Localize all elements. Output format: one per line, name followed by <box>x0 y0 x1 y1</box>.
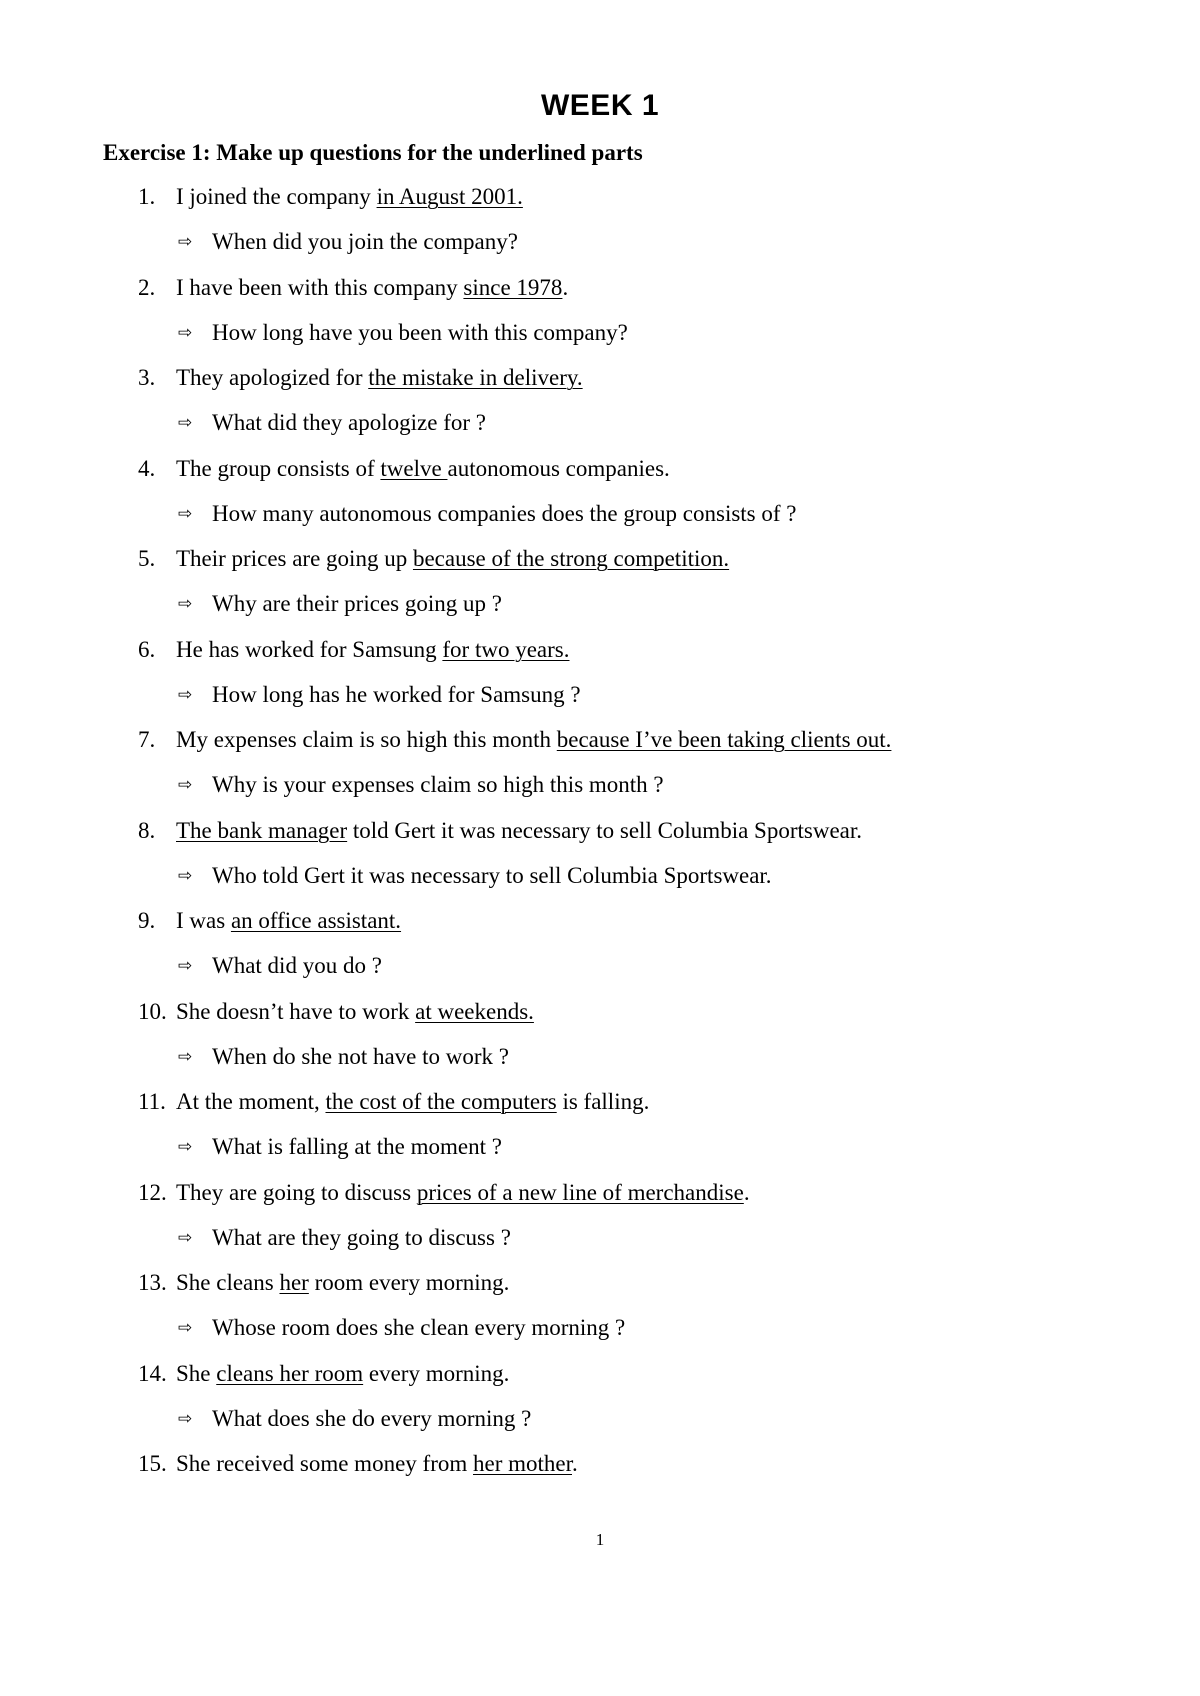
list-item <box>0 1359 1200 1450</box>
arrow-right-icon: ⇨ <box>178 1137 193 1157</box>
arrow-right-icon: ⇨ <box>178 232 193 252</box>
item-number: 1. <box>138 184 156 209</box>
arrow-right-icon: ⇨ <box>178 413 193 433</box>
sentence-text: They are going to discuss <box>176 1179 417 1205</box>
sentence-text: At the moment, <box>176 1089 326 1114</box>
list-item <box>0 1178 1200 1269</box>
sentence <box>138 1359 509 1389</box>
answer-text: What is falling at the moment ? <box>212 1134 502 1159</box>
underlined-part: the mistake in delivery. <box>368 365 583 390</box>
answer-text: How many autonomous companies does the group consists of ? <box>212 500 797 526</box>
sentence-text: My expenses claim is so high this month <box>176 727 557 752</box>
page-title: WEEK 1 <box>540 89 660 122</box>
sentence <box>138 816 862 846</box>
underlined-part: in August 2001. <box>376 184 523 209</box>
sentence-text: They apologized for <box>176 365 369 390</box>
underlined-part: cleans her room <box>216 1360 364 1386</box>
exercise-list <box>0 182 1200 1540</box>
sentence-text: autonomous companies. <box>447 455 670 481</box>
arrow-right-icon: ⇨ <box>178 956 193 976</box>
sentence <box>138 725 891 755</box>
arrow-right-icon: ⇨ <box>178 1046 193 1067</box>
sentence-text: every morning. <box>363 1360 510 1386</box>
list-item <box>0 544 1200 635</box>
answer-line <box>178 770 664 800</box>
list-item <box>0 1268 1200 1359</box>
answer-line <box>178 408 486 438</box>
underlined-part: her <box>279 1270 309 1295</box>
arrow-right-icon: ⇨ <box>178 684 193 705</box>
item-number: 6. <box>138 636 156 662</box>
underlined-part: The bank manager <box>176 817 348 843</box>
sentence-text: . <box>562 274 569 300</box>
list-item <box>0 816 1200 907</box>
answer-line <box>178 589 502 619</box>
sentence-text: . <box>572 1451 578 1476</box>
arrow-right-icon: ⇨ <box>178 1227 193 1248</box>
sentence <box>138 1449 578 1479</box>
sentence <box>138 1087 649 1117</box>
item-number: 2. <box>138 274 156 300</box>
answer-line <box>178 680 581 710</box>
underlined-part: the cost of the computers <box>325 1089 557 1114</box>
underlined-part: because I’ve been taking clients out. <box>556 727 892 752</box>
answer-text: How long has he worked for Samsung ? <box>212 681 581 707</box>
list-item <box>0 363 1200 454</box>
sentence <box>138 1178 750 1208</box>
item-number: 7. <box>138 727 156 752</box>
sentence <box>138 1268 509 1298</box>
list-item <box>0 454 1200 545</box>
answer-line <box>178 1404 531 1434</box>
sentence <box>138 544 729 574</box>
item-number: 4. <box>138 455 156 481</box>
sentence-text: I was <box>176 908 231 933</box>
answer-text: Why are their prices going up ? <box>212 591 502 616</box>
sentence-text: I have been with this company <box>176 274 464 300</box>
item-number: 3. <box>138 365 156 390</box>
underlined-part: because of the strong competition. <box>412 546 730 571</box>
answer-line <box>178 1042 509 1072</box>
item-number: 9. <box>138 908 156 933</box>
sentence-text: Their prices are going up <box>176 546 413 571</box>
arrow-right-icon: ⇨ <box>178 865 193 886</box>
item-number: 15. <box>138 1451 167 1476</box>
list-item <box>0 1087 1200 1178</box>
sentence-text: room every morning. <box>308 1270 510 1295</box>
answer-line <box>178 499 797 529</box>
sentence-text: is falling. <box>556 1089 650 1114</box>
sentence-text: She doesn’t have to work <box>176 998 416 1024</box>
underlined-part: for two years. <box>442 636 570 662</box>
arrow-right-icon: ⇨ <box>178 322 193 343</box>
sentence <box>138 906 401 936</box>
answer-text: When do she not have to work ? <box>212 1043 510 1069</box>
list-item <box>0 273 1200 364</box>
list-item <box>0 725 1200 816</box>
page-number: 1 <box>595 1530 605 1549</box>
answer-text: What are they going to discuss ? <box>212 1224 511 1250</box>
sentence <box>138 363 583 393</box>
answer-text: What does she do every morning ? <box>212 1405 532 1431</box>
answer-text: Whose room does she clean every morning ? <box>212 1315 626 1340</box>
answer-line <box>178 318 628 348</box>
answer-line <box>178 1223 511 1253</box>
sentence <box>138 997 534 1027</box>
sentence <box>138 635 569 665</box>
sentence-text: She <box>176 1360 217 1386</box>
underlined-part: prices of a new line of merchandise <box>416 1179 744 1205</box>
sentence-text: told Gert it was necessary to sell Columbia Sportswear. <box>347 817 863 843</box>
underlined-part: her mother <box>473 1451 572 1476</box>
answer-line <box>178 1313 625 1343</box>
sentence-text: He has worked for Samsung <box>176 636 443 662</box>
item-number: 5. <box>138 546 156 571</box>
answer-line <box>178 227 518 257</box>
answer-text: Who told Gert it was necessary to sell Columbia Sportswear. <box>212 862 772 888</box>
sentence <box>138 454 670 484</box>
arrow-right-icon: ⇨ <box>178 1408 193 1429</box>
item-number: 13. <box>138 1270 167 1295</box>
sentence-text: I joined the company <box>176 184 377 209</box>
exercise-heading: Exercise 1: Make up questions for the underlined parts <box>103 140 643 165</box>
answer-text: What did you do ? <box>212 953 382 978</box>
answer-line <box>178 1132 502 1162</box>
list-item <box>0 906 1200 997</box>
answer-line <box>178 951 382 981</box>
sentence-text: The group consists of <box>176 455 381 481</box>
list-item <box>0 635 1200 726</box>
item-number: 11. <box>138 1089 166 1114</box>
sentence-text: She cleans <box>176 1270 280 1295</box>
item-number: 8. <box>138 817 156 843</box>
arrow-right-icon: ⇨ <box>178 775 193 795</box>
arrow-right-icon: ⇨ <box>178 503 193 524</box>
answer-text: How long have you been with this company? <box>212 319 628 345</box>
sentence <box>138 182 523 212</box>
sentence-text: . <box>743 1179 750 1205</box>
item-number: 10. <box>138 998 167 1024</box>
underlined-part: at weekends. <box>415 998 534 1024</box>
answer-text: What did they apologize for ? <box>212 410 486 435</box>
sentence-text: She received some money from <box>176 1451 473 1476</box>
sentence <box>138 273 568 303</box>
answer-text: Why is your expenses claim so high this month ? <box>212 772 664 797</box>
answer-text: When did you join the company? <box>212 229 518 254</box>
answer-line <box>178 861 772 891</box>
underlined-part: since 1978 <box>463 274 563 300</box>
underlined-part: twelve <box>380 455 448 481</box>
list-item <box>0 997 1200 1088</box>
item-number: 14. <box>138 1360 167 1386</box>
item-number: 12. <box>138 1179 167 1205</box>
list-item <box>0 182 1200 273</box>
underlined-part: an office assistant. <box>230 908 402 933</box>
arrow-right-icon: ⇨ <box>178 1318 193 1338</box>
arrow-right-icon: ⇨ <box>178 594 193 614</box>
list-item <box>0 1449 1200 1540</box>
